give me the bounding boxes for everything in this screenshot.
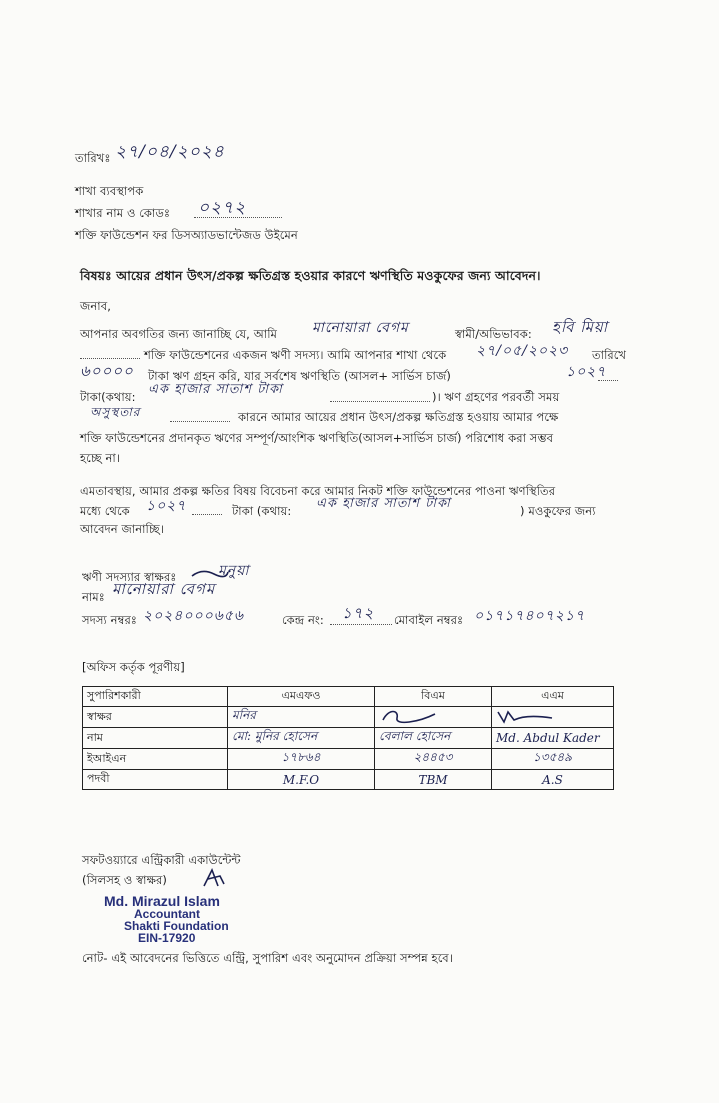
p1-dots-a xyxy=(80,358,140,359)
p2-dots-a xyxy=(192,514,222,515)
waive-words: এক হাজার সাতাশ টাকা xyxy=(316,496,451,511)
mfo-signature: মনির xyxy=(232,708,256,722)
table-cell xyxy=(492,770,614,790)
branch-code: ০২৭২ xyxy=(198,198,247,218)
p1-line2b: তারিখে xyxy=(592,348,627,362)
bm-signature-icon xyxy=(379,708,439,724)
center-number: ১৭২ xyxy=(342,604,375,622)
loss-cause: অসুস্থতার xyxy=(90,405,141,419)
p1-dots-b xyxy=(598,380,618,381)
table-cell xyxy=(228,770,375,790)
table-cell xyxy=(375,770,492,790)
p1-dots-c xyxy=(330,401,430,402)
am-signature-icon xyxy=(496,708,556,724)
table-row xyxy=(83,749,614,770)
member-id-label: সদস্য নম্বরঃ xyxy=(82,613,138,627)
table-row-label: স্বাক্ষর xyxy=(83,707,228,728)
seal-label: (সিলসহ ও স্বাক্ষর) xyxy=(82,873,168,887)
table-row-label: পদবী xyxy=(83,770,228,790)
member-signature: মনুয়া xyxy=(218,563,250,579)
bm-designation: TBM xyxy=(418,772,448,787)
p1-line1a: আপনার অবগতির জন্য জানাচ্ছি যে, আমি xyxy=(80,327,277,341)
footer-note: নোট- এই আবেদনের ভিত্তিতে এন্ট্রি, সুপারিশ এবং অনুমোদন প্রক্রিয়া সম্পন্ন হবে। xyxy=(82,951,454,965)
bm-ein: ২৪৪৫৩ xyxy=(413,750,453,764)
mobile-label: মোবাইল নম্বরঃ xyxy=(394,613,464,627)
table-header-cell: সুপারিশকারী xyxy=(83,687,228,707)
p1-line3: টাকা ঋণ গ্রহন করি, যার সর্বশেষ ঋণস্থিতি (আসল+ সার্ভিস চার্জ) xyxy=(148,369,451,383)
center-dots xyxy=(330,624,392,625)
table-cell xyxy=(228,707,375,728)
p2-line2b: টাকা (কথায়: xyxy=(232,504,292,518)
table-row xyxy=(83,707,614,728)
entry-label: সফটওয়্যারে এন্ট্রিকারী একাউন্টেন্ট xyxy=(82,853,241,867)
waive-amount: ১০২৭ xyxy=(146,498,187,514)
p2-line2c: ) মওকুফের জন্য xyxy=(520,504,596,518)
table-cell xyxy=(228,728,375,749)
am-designation: A.S xyxy=(542,772,563,787)
subject-line: বিষয়ঃ আয়ের প্রধান উৎস/প্রকল্প ক্ষতিগ্রস্ত হওয়ার কারণে ঋণস্থিতি মওকুফের জন্য আবেদন। xyxy=(80,268,541,283)
table-cell xyxy=(375,749,492,770)
member-name: মানোয়ারা বেগম xyxy=(112,580,216,598)
p1-line4b: )। ঋণ গ্রহণের পরবর্তী সময় xyxy=(432,390,560,404)
stamp-title: Accountant xyxy=(134,907,200,921)
salutation: জনাব, xyxy=(80,299,111,313)
table-row xyxy=(83,728,614,749)
accountant-signature-icon xyxy=(200,866,228,890)
table-header-cell: এমএফও xyxy=(228,687,375,707)
stamp-org: Shakti Foundation xyxy=(124,919,229,933)
am-name: Md. Abdul Kader xyxy=(496,731,600,745)
guardian-name: হবি মিয়া xyxy=(552,318,609,336)
table-cell xyxy=(492,728,614,749)
p2-line2a: মধ্যে থেকে xyxy=(80,504,130,518)
p1-line1b: স্বামী/অভিভাবক: xyxy=(455,327,532,341)
bm-name: বেলাল হোসেন xyxy=(379,729,451,743)
table-row-label: নাম xyxy=(83,728,228,749)
table-header-cell: বিএম xyxy=(375,687,492,707)
member-id: ২০২৪০০০৬৫৬ xyxy=(143,608,244,624)
p2-line3: আবেদন জানাচ্ছি। xyxy=(80,522,165,536)
table-cell xyxy=(492,749,614,770)
mfo-name: মো: মুনির হোসেন xyxy=(232,729,318,743)
applicant-name: মানোয়ারা বেগম xyxy=(312,320,409,336)
table-cell xyxy=(375,728,492,749)
p1-line6: শক্তি ফাউন্ডেশনের প্রদানকৃত ঋণের সম্পূর্ণ/আংশিক ঋণস্থিতি(আসল+সার্ভিস চার্জ) পরিশোধ করা সম্ভব xyxy=(80,431,554,445)
date-value: ২৭/০৪/২০২৪ xyxy=(115,142,225,162)
mfo-ein: ১৭৮৬৪ xyxy=(281,750,321,764)
table-cell xyxy=(492,707,614,728)
member-sign-label: ঋণী সদস্যার স্বাক্ষরঃ xyxy=(82,570,177,584)
p1-dots-d xyxy=(170,421,230,422)
org-name: শক্তি ফাউন্ডেশন ফর ডিসঅ্যাডভান্টেজড উইমেন xyxy=(75,228,298,242)
loan-date: ২৭/০৫/২০২৩ xyxy=(476,343,569,359)
table-header-cell: এএম xyxy=(492,687,614,707)
table-header-row xyxy=(83,687,614,707)
stamp-name: Md. Mirazul Islam xyxy=(104,893,220,909)
mobile-number: ০১৭১৭৪০৭২১৭ xyxy=(474,608,586,624)
p2-line1: এমতাবস্থায়, আমার প্রকল্প ক্ষতির বিষয় বিবেচনা করে আমার নিকট শক্তি ফাউন্ডেশনের পাওনা ঋণস্থিতির xyxy=(80,484,556,498)
member-name-label: নামঃ xyxy=(82,590,105,604)
branch-label: শাখার নাম ও কোডঃ xyxy=(75,206,171,220)
am-ein: ১৩৫৪৯ xyxy=(533,750,572,764)
stamp-ein: EIN-17920 xyxy=(138,931,196,945)
balance-words: এক হাজার সাতাশ টাকা xyxy=(148,382,283,397)
table-cell xyxy=(375,707,492,728)
p1-line5: কারনে আমার আয়ের প্রধান উৎস/প্রকল্প ক্ষতিগ্রস্ত হওয়ায় আমার পক্ষে xyxy=(238,410,559,424)
table-row-label: ইআইএন xyxy=(83,749,228,770)
date-label: তারিখঃ xyxy=(75,151,111,165)
p1-line4a: টাকা(কথায়: xyxy=(80,390,136,404)
center-label: কেন্দ্র নং: xyxy=(282,613,324,627)
recommendation-table xyxy=(82,686,614,790)
balance-amount: ১০২৭ xyxy=(566,364,607,380)
p1-line7: হচ্ছে না। xyxy=(80,451,121,465)
loan-amount: ৬০০০০ xyxy=(80,362,134,380)
table-row xyxy=(83,770,614,790)
table-cell xyxy=(228,749,375,770)
p1-line2: শক্তি ফাউন্ডেশনের একজন ঋণী সদস্য। আমি আপনার শাখা থেকে xyxy=(144,348,447,362)
manager-label: শাখা ব্যবস্থাপক xyxy=(75,184,144,198)
office-note: [অফিস কর্তৃক পূরণীয়] xyxy=(82,660,185,674)
mfo-designation: M.F.O xyxy=(282,772,320,787)
